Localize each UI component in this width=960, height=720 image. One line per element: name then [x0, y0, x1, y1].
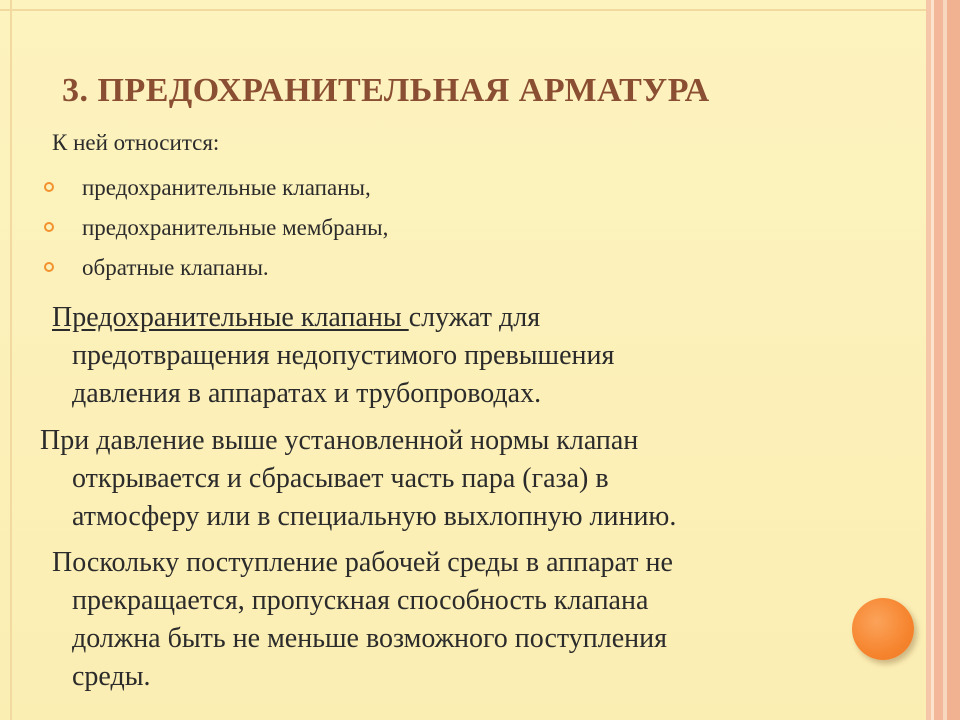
underlined-term: Предохранительные клапаны	[52, 302, 409, 333]
circle-bullet-icon	[44, 182, 54, 192]
list-item-text: предохранительные мембраны,	[82, 215, 389, 240]
intro-text: К ней относится:	[52, 130, 220, 155]
list-item-text: предохранительные клапаны,	[82, 175, 371, 200]
paragraph-pressure	[40, 422, 840, 536]
paragraph-line: Поскольку поступление рабочей среды в аппарат не	[52, 547, 673, 578]
paragraph-text: служат для	[408, 302, 541, 333]
side-stripes	[926, 0, 960, 720]
frame-line-top	[0, 9, 960, 11]
paragraph-line: предотвращения недопустимого превышения	[72, 340, 615, 371]
list-item-text: обратные клапаны.	[82, 255, 269, 280]
paragraph-line	[52, 299, 852, 337]
frame-line-left	[10, 0, 12, 720]
stripe	[934, 0, 943, 720]
slide-title: 3. ПРЕДОХРАНИТЕЛЬНАЯ АРМАТУРА	[62, 72, 710, 109]
paragraph-line: среды.	[72, 661, 151, 692]
paragraph-line: должна быть не меньше возможного поступления	[72, 623, 668, 654]
paragraph-line: При давление выше установленной нормы клапан	[40, 425, 639, 456]
paragraph-safety-valves	[52, 299, 852, 413]
paragraph-line: давления в аппаратах и трубопроводах.	[72, 378, 542, 409]
decorative-circle	[852, 598, 914, 660]
paragraph-line: прекращается, пропускная способность клапана	[72, 585, 649, 616]
circle-bullet-icon	[44, 222, 54, 232]
circle-bullet-icon	[44, 262, 54, 272]
paragraph-line: атмосферу или в специальную выхлопную линию.	[72, 501, 677, 532]
stripe	[947, 0, 960, 720]
paragraph-line: открывается и сбрасывает часть пара (газа) в	[72, 463, 609, 494]
paragraph-capacity	[52, 544, 852, 696]
